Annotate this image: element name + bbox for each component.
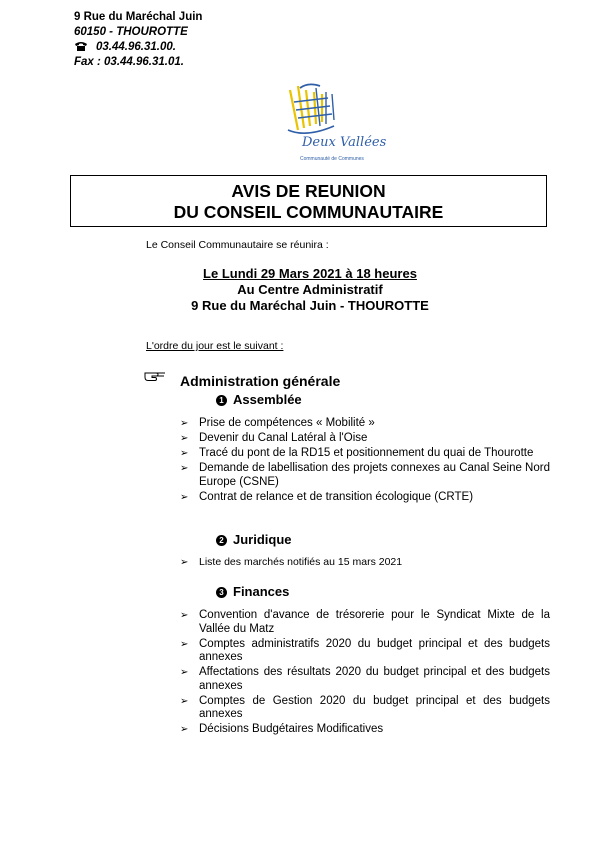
address-street: 9 Rue du Maréchal Juin bbox=[74, 11, 203, 23]
phone-line bbox=[74, 40, 202, 55]
list-assemblee bbox=[180, 417, 550, 506]
phone-number: 03.44.96.31.00. bbox=[96, 41, 176, 53]
number-badge-icon: 3 bbox=[216, 587, 227, 598]
address-block bbox=[74, 10, 202, 70]
address-city: 60150 - THOUROTTE bbox=[74, 26, 188, 38]
list-item: ➢ Contrat de relance et de transition écologique (CRTE) bbox=[180, 490, 474, 503]
logo-mark bbox=[276, 80, 386, 140]
subsection-juridique-title bbox=[216, 532, 292, 547]
list-item: ➢ Demande de labellisation des projets connexes au Canal Seine Nord Europe (CSNE) bbox=[180, 462, 550, 488]
title-line-1: AVIS DE REUNION bbox=[231, 181, 386, 201]
arrow-bullet-icon: ➢ bbox=[180, 610, 189, 621]
title-box bbox=[70, 175, 547, 227]
list-item: ➢ Décisions Budgétaires Modificatives bbox=[180, 723, 384, 735]
list-item: ➢ Devenir du Canal Latéral à l'Oise bbox=[180, 432, 368, 444]
arrow-bullet-icon: ➢ bbox=[180, 448, 189, 459]
number-badge-icon: 1 bbox=[216, 395, 227, 406]
meeting-date: Le Lundi 29 Mars 2021 à 18 heures bbox=[203, 266, 417, 281]
arrow-bullet-icon: ➢ bbox=[180, 418, 189, 429]
agenda-intro: L'ordre du jour est le suivant : bbox=[146, 340, 284, 352]
title-line-2: DU CONSEIL COMMUNAUTAIRE bbox=[173, 202, 444, 222]
meeting-details bbox=[120, 266, 500, 314]
arrow-bullet-icon: ➢ bbox=[180, 638, 189, 650]
section-title: Administration générale bbox=[180, 373, 341, 389]
list-item: ➢ Liste des marchés notifiés au 15 mars 2021 bbox=[180, 556, 403, 568]
list-item: ➢ Affectations des résultats 2020 du budget principal et des budgets annexes bbox=[180, 666, 550, 692]
arrow-bullet-icon: ➢ bbox=[180, 667, 189, 678]
pointing-hand-icon bbox=[144, 369, 166, 383]
subsection-finances-title bbox=[216, 584, 289, 599]
subsection-assemblee-title bbox=[216, 392, 302, 407]
fax-line: Fax : 03.44.96.31.01. bbox=[74, 56, 184, 68]
meeting-address: 9 Rue du Maréchal Juin - THOUROTTE bbox=[191, 298, 429, 313]
number-badge-icon: 2 bbox=[216, 535, 227, 546]
meeting-place: Au Centre Administratif bbox=[237, 282, 383, 297]
arrow-bullet-icon: ➢ bbox=[180, 724, 189, 735]
subsection-label: Assemblée bbox=[233, 392, 302, 407]
arrow-bullet-icon: ➢ bbox=[180, 433, 189, 444]
list-juridique bbox=[180, 556, 550, 571]
subsection-label: Juridique bbox=[233, 532, 292, 547]
subsection-label: Finances bbox=[233, 584, 290, 599]
list-finances bbox=[180, 609, 550, 738]
arrow-bullet-icon: ➢ bbox=[180, 695, 189, 707]
arrow-bullet-icon: ➢ bbox=[180, 491, 189, 503]
logo bbox=[276, 80, 386, 170]
list-item: ➢ Convention d'avance de trésorerie pour le Syndicat Mixte de la Vallée du Matz bbox=[180, 609, 550, 635]
list-item: ➢ Tracé du pont de la RD15 et positionnement du quai de Thourotte bbox=[180, 447, 534, 459]
logo-name: Deux Vallées bbox=[302, 135, 387, 150]
arrow-bullet-icon: ➢ bbox=[180, 463, 189, 474]
list-item: ➢ Comptes administratifs 2020 du budget principal et des budgets annexes bbox=[180, 637, 550, 663]
logo-subtitle: Communauté de Communes bbox=[300, 156, 364, 162]
list-item: ➢ Comptes de Gestion 2020 du budget principal et des budgets annexes bbox=[180, 694, 550, 720]
intro-text: Le Conseil Communautaire se réunira : bbox=[146, 239, 329, 251]
phone-icon bbox=[74, 41, 88, 51]
list-item: ➢ Prise de compétences « Mobilité » bbox=[180, 417, 375, 429]
arrow-bullet-icon: ➢ bbox=[180, 557, 189, 568]
